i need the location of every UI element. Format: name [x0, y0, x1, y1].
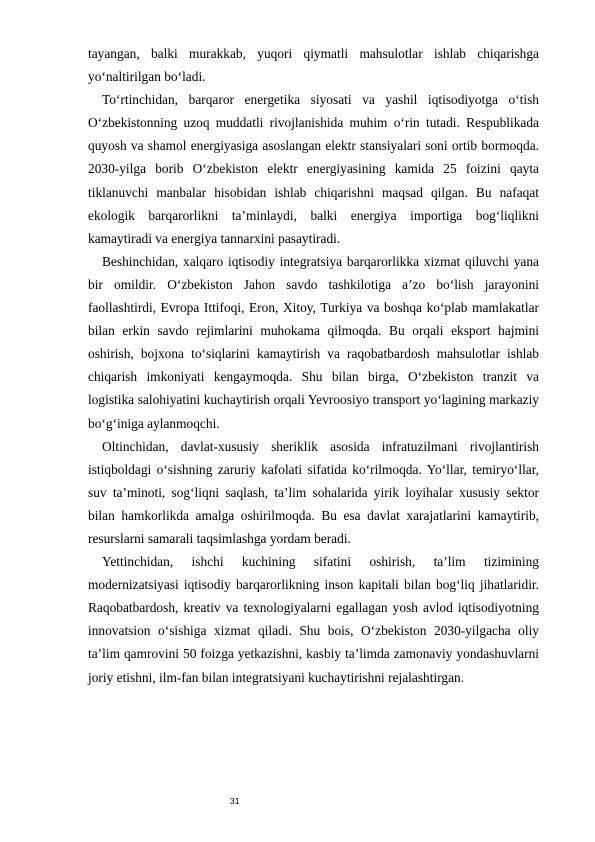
paragraph-fifth: Beshinchidan, xalqaro iqtisodiy integratsiya barqarorlikka xizmat qiluvchi yana bir omildir. O‘zbekiston Jahon savdo tashkilotiga a’zo bo‘lish jarayonini faollashtirdi, Evropa Ittifoqi, Eron, Xitoy, Turkiya va boshqa ko‘plab mamlakatlar bilan erkin savdo rejimlarini muhokama qilmoqda. Bu orqali eksport hajmini oshirish, bojxona to‘siqlarini kamaytirish va raqobatbardosh mahsulotlar ishlab chiqarish imkoniyati kengaymoqda. Shu bilan birga, O‘zbekiston tranzit va logistika salohiyatini kuchaytirish orqali Yevroosiyo transport yo‘lagining markaziy bo‘g‘iniga aylanmoqchi.: [88, 253, 539, 431]
body-text: [88, 42, 539, 689]
paragraph-seventh: Yettinchidan, ishchi kuchining sifatini oshirish, ta’lim tizimining modernizatsiyasi iqtisodiy barqarorlikning inson kapitali bilan bog‘liq jihatlaridir. Raqobatbardosh, kreativ va texnologiyalarni egallagan yosh avlod iqtisodiyotning innovatsion o‘sishiga xizmat qiladi. Shu bois, O‘zbekiston 2030-yilgacha oliy ta’lim qamrovini 50 foizga yetkazishni, kasbiy ta’limda zamonaviy yondashuvlarni joriy etishni, ilm-fan bilan integratsiyani kuchaytirishni rejalashtirgan.: [88, 554, 539, 685]
paragraph-continued: tayangan, balki murakkab, yuqori qiymatli mahsulotlar ishlab chiqarishga yo‘naltirilgan bo‘ladi.: [88, 46, 539, 85]
paragraph-sixth: Oltinchidan, davlat-xususiy sheriklik asosida infratuzilmani rivojlantirish istiqboldagi o‘sishning zaruriy kafolati sifatida ko‘rilmoqda. Yo‘llar, temiryo‘llar, suv ta’minoti, sog‘liqni saqlash, ta’lim sohalarida yirik loyihalar xususiy sektor bilan hamkorlikda amalga oshirilmoqda. Bu esa davlat xarajatlarini kamaytirib, resurslarni samarali taqsimlashga yordam beradi.: [88, 438, 539, 546]
paragraph-fourth: To‘rtinchidan, barqaror energetika siyosati va yashil iqtisodiyotga o‘tish O‘zbekistonning uzoq muddatli rivojlanishida muhim o‘rin tutadi. Respublikada quyosh va shamol energiyasiga asoslangan elektr stansiyalari soni ortib bormoqda. 2030-yilga borib O‘zbekiston elektr energiyasining kamida 25 foizini qayta tiklanuvchi manbalar hisobidan ishlab chiqarishni maqsad qilgan. Bu nafaqat ekologik barqarorlikni ta’minlaydi, balki energiya importiga bog‘liqlikni kamaytiradi va energiya tannarxini pasaytiradi.: [88, 92, 539, 246]
page-number: 31: [230, 796, 240, 806]
